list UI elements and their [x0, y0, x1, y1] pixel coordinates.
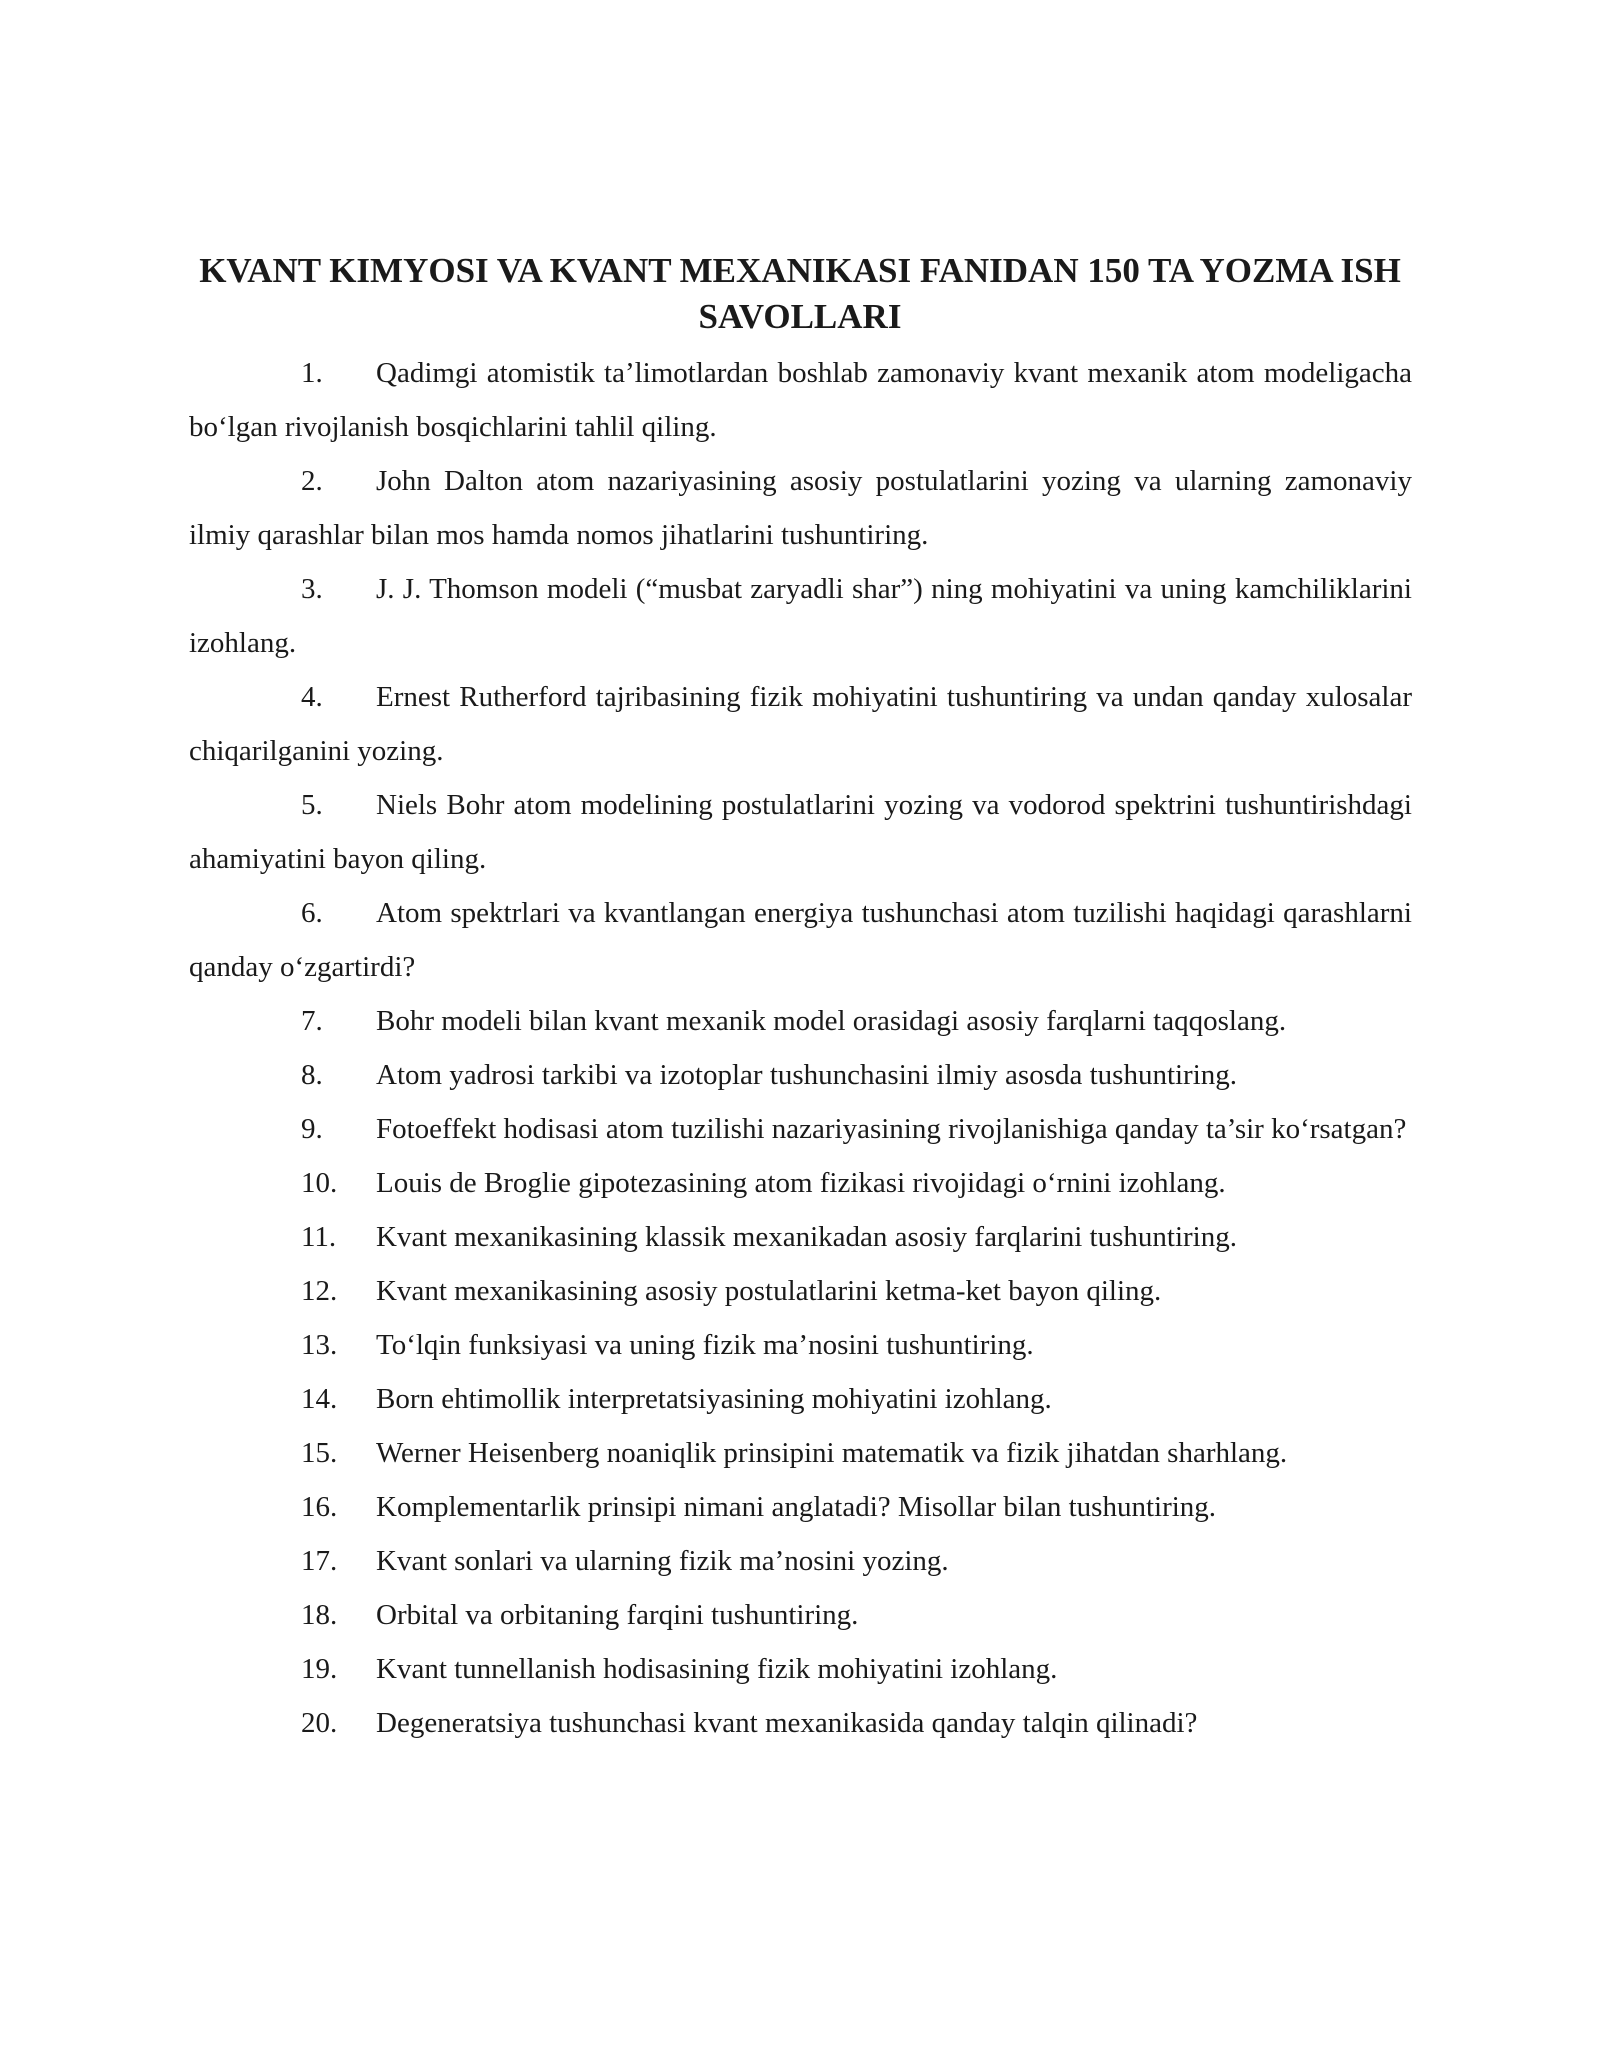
question-text: Born ehtimollik interpretatsiyasining mohiyatini izohlang.: [376, 1383, 1052, 1415]
question-text: Komplementarlik prinsipi nimani anglatadi? Misollar bilan tushuntiring.: [376, 1491, 1217, 1523]
question-number: 8.: [301, 1059, 323, 1091]
list-item: [189, 1156, 1412, 1210]
question-number: 9.: [301, 1113, 323, 1145]
question-number: 11.: [301, 1221, 337, 1253]
list-item: [189, 994, 1412, 1048]
list-item: [189, 1480, 1412, 1534]
list-item: [189, 1534, 1412, 1588]
question-number: 14.: [301, 1383, 338, 1415]
question-number: 19.: [301, 1653, 338, 1685]
list-item: [189, 1048, 1412, 1102]
question-number: 18.: [301, 1599, 338, 1631]
question-text: Bohr modeli bilan kvant mexanik model orasidagi asosiy farqlarni taqqoslang.: [376, 1005, 1287, 1037]
question-list: [189, 346, 1412, 1750]
question-number: 20.: [301, 1707, 338, 1739]
question-text: John Dalton atom nazariyasining asosiy postulatlarini yozing va ularning zamonaviy ilmiy qarashlar bilan mos hamda nomos jihatlarini tushuntiring.: [189, 465, 1412, 551]
question-number: 10.: [301, 1167, 338, 1199]
question-text: Degeneratsiya tushunchasi kvant mexanikasida qanday talqin qilinadi?: [376, 1707, 1198, 1739]
list-item: [189, 670, 1412, 778]
question-number: 15.: [301, 1437, 338, 1469]
question-number: 7.: [301, 1005, 323, 1037]
list-item: [189, 1102, 1412, 1156]
question-text: Orbital va orbitaning farqini tushuntiring.: [376, 1599, 859, 1631]
list-item: [189, 1426, 1412, 1480]
list-item: [189, 1210, 1412, 1264]
question-text: Atom spektrlari va kvantlangan energiya tushunchasi atom tuzilishi haqidagi qarashlarni qanday o‘zgartirdi?: [189, 897, 1412, 983]
question-number: 6.: [301, 897, 323, 929]
question-number: 13.: [301, 1329, 338, 1361]
page-title: KVANT KIMYOSI VA KVANT MEXANIKASI FANIDAN 150 TA YOZMA ISH SAVOLLARI: [199, 251, 1401, 336]
list-item: [189, 1372, 1412, 1426]
question-text: Kvant mexanikasining asosiy postulatlarini ketma-ket bayon qiling.: [376, 1275, 1162, 1307]
question-number: 3.: [301, 573, 323, 605]
question-number: 12.: [301, 1275, 338, 1307]
question-text: Louis de Broglie gipotezasining atom fizikasi rivojidagi o‘rnini izohlang.: [376, 1167, 1226, 1199]
question-text: Fotoeffekt hodisasi atom tuzilishi nazariyasining rivojlanishiga qanday ta’sir ko‘rsatgan?: [376, 1113, 1407, 1145]
list-item: [189, 454, 1412, 562]
question-text: Kvant mexanikasining klassik mexanikadan asosiy farqlarini tushuntiring.: [376, 1221, 1237, 1253]
question-number: 16.: [301, 1491, 338, 1523]
list-item: [189, 346, 1412, 454]
list-item: [189, 1696, 1412, 1750]
list-item: [189, 1588, 1412, 1642]
question-text: Kvant sonlari va ularning fizik ma’nosini yozing.: [376, 1545, 949, 1577]
question-text: Kvant tunnellanish hodisasining fizik mohiyatini izohlang.: [376, 1653, 1058, 1685]
list-item: [189, 562, 1412, 670]
question-text: To‘lqin funksiyasi va uning fizik ma’nosini tushuntiring.: [376, 1329, 1034, 1361]
list-item: [189, 1264, 1412, 1318]
question-number: 5.: [301, 789, 323, 821]
list-item: [189, 886, 1412, 994]
question-number: 4.: [301, 681, 323, 713]
question-number: 17.: [301, 1545, 338, 1577]
question-number: 2.: [301, 465, 323, 497]
question-text: Niels Bohr atom modelining postulatlarini yozing va vodorod spektrini tushuntirishdagi ahamiyatini bayon qiling.: [189, 789, 1412, 875]
list-item: [189, 1318, 1412, 1372]
list-item: [189, 1642, 1412, 1696]
question-text: Ernest Rutherford tajribasining fizik mohiyatini tushuntiring va undan qanday xulosalar chiqarilganini yozing.: [189, 681, 1412, 767]
question-text: Werner Heisenberg noaniqlik prinsipini matematik va fizik jihatdan sharhlang.: [376, 1437, 1288, 1469]
question-text: Atom yadrosi tarkibi va izotoplar tushunchasini ilmiy asosda tushuntiring.: [376, 1059, 1238, 1091]
question-text: J. J. Thomson modeli (“musbat zaryadli shar”) ning mohiyatini va uning kamchiliklarini izohlang.: [189, 573, 1412, 659]
question-number: 1.: [301, 357, 323, 389]
question-text: Qadimgi atomistik ta’limotlardan boshlab zamonaviy kvant mexanik atom modeligacha bo‘lgan rivojlanish bosqichlarini tahlil qiling.: [189, 357, 1412, 443]
list-item: [189, 778, 1412, 886]
